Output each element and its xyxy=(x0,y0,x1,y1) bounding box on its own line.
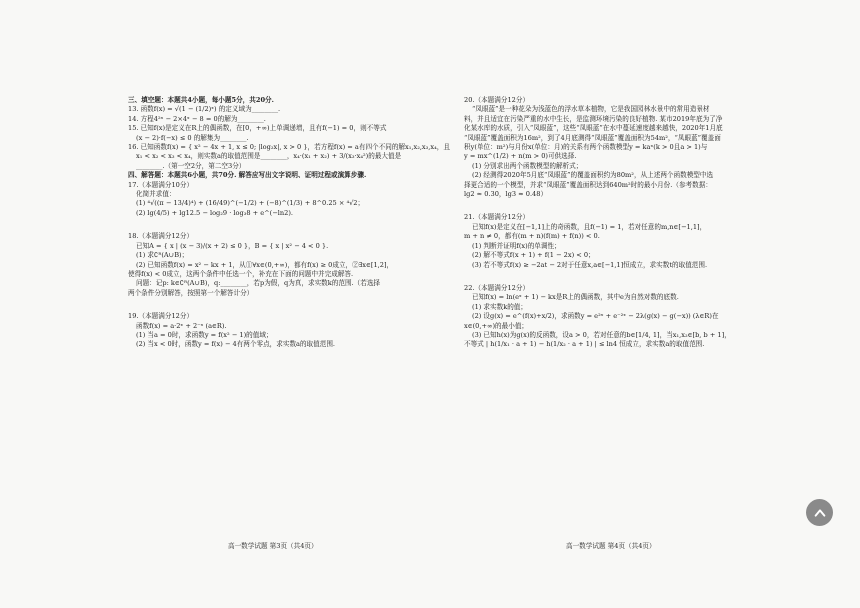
page-3-line: 16. 已知函数f(x) = { x² − 4x + 1, x ≤ 0; |log₂x|, x > 0 }，若方程f(x) = a有四个不同的解x₁,x₂,x₃,x₄，且 xyxy=(128,143,450,152)
page-3-line: (2) 当x < 0时，函数y = f(x) − 4有两个零点，求实数a的取值范围. xyxy=(136,340,336,349)
spacer xyxy=(128,298,396,312)
page-4-line: 择更合适的一个模型，并求“凤眼蓝”覆盖面积达到640m²时的最小月份.（参考数据： xyxy=(464,180,712,189)
page-3-footer: 高一数学试题 第3页（共4页） xyxy=(228,542,318,550)
page-3-line: 13. 函数f(x) = √(1 − (1/2)ˣ) 的定义域为________. xyxy=(128,105,281,114)
spacer xyxy=(464,199,776,213)
spacer xyxy=(464,270,776,284)
page-3-line: 15. 已知f(x)是定义在R上的偶函数，在[0，+∞)上单调递增，且有f(−1) = 0，则不等式 xyxy=(128,124,387,133)
page-3-line: 19.（本题满分12分） xyxy=(128,312,194,321)
page-4-line: (1) 分别求出两个函数模型的解析式； xyxy=(472,161,583,170)
page-3-line: 化简并求值： xyxy=(136,190,176,199)
page-3-line: 四、解答题：本题共6小题，共70分. 解答应写出文字说明、证明过程或演算步骤. xyxy=(128,171,367,180)
page-3-line: 两个条件分别解答，按照第一个解答计分） xyxy=(128,288,254,297)
page-4-line: m + n ≠ 0，都有(m + n)(f(m) + f(n)) < 0. xyxy=(464,232,600,241)
page-4-line: (1) 求实数k的值； xyxy=(472,302,527,311)
page-3-line: 函数f(x) = a·2ˣ + 2⁻ˣ (a∈R). xyxy=(136,321,227,330)
page-4-line: “凤眼蓝”覆盖面积为16m²，到了4月底测得“凤眼蓝”覆盖面积为54m²，“凤眼蓝”覆盖面 xyxy=(464,133,721,142)
page-3-column xyxy=(128,96,450,350)
page-4-line: (2) 经测得2020年5月底“凤眼蓝”的覆盖面积约为80m²，从上述两个函数模型中选 xyxy=(472,171,714,180)
page-4-line: 积y(单位：m²)与月份x(单位：月)的关系有两个函数模型y = kaˣ(k > 0且a > 1)与 xyxy=(464,143,708,152)
page-3-line: 三、填空题：本题共4小题，每小题5分，共20分. xyxy=(128,96,274,104)
page-4-line: (2) 设g(x) = e^(f(x)+x/2)，求函数y = e²ˣ + e⁻²ˣ − 2λ(g(x) − g(−x)) (λ∈R)在 xyxy=(472,312,719,321)
page-4-line: 不等式 | h(1/x₁ · a + 1) − h(1/x₂ · a + 1) | ≤ ln4 恒成立，求实数a的取值范围. xyxy=(464,340,705,349)
page-4-line: “凤眼蓝”是一种花朵为浅蓝色的浮水草本植物，它是我国园林水景中的常用造景材 xyxy=(472,105,710,114)
page-3-line: 17.（本题满分10分） xyxy=(128,180,194,189)
page-4-line: 化某水库的水质，引入“凤眼蓝”，这些“凤眼蓝”在水中蔓延速度越来越快，2020年1月底 xyxy=(464,124,723,133)
chevron-up-icon xyxy=(813,506,827,520)
page-4-line: 料，并且适宜在污染严重的水中生长，是监测环境污染的良好植物. 某市2019年底为了净 xyxy=(464,114,723,123)
page-3-line: 14. 方程4²ˣ − 2×4ˣ − 8 = 0的解为________. xyxy=(128,114,266,123)
page-4-line: (1) 判断并证明f(x)的单调性； xyxy=(472,241,561,250)
scroll-to-top-button[interactable] xyxy=(806,499,833,526)
page-3-line: (2) 已知函数f(x) = x² − kx + 1，从①∀x∈(0,+∞)，都有f(x) ≥ 0成立，②∃x∈[1,2]， xyxy=(136,260,394,269)
page-3-line: 已知A = { x | (x − 3)/(x + 2) ≤ 0 }，B = { x | x² − 4 < 0 }. xyxy=(136,241,329,250)
page-3-line: 问题：记p: k∈∁ᴿ(A∪B)，q:________，若p为假，q为真，求实数k的范围.（若选择 xyxy=(136,279,381,288)
page-4-line: lg2 ≈ 0.30，lg3 ≈ 0.48） xyxy=(464,190,548,199)
page-3-line: (1) 当a = 0时，求函数y = f(x² − 1)的值域； xyxy=(136,330,273,339)
page-4-line: 已知f(x)是定义在[−1,1]上的奇函数，且f(−1) = 1，若对任意的m,n∈[−1,1]， xyxy=(472,222,707,231)
page-3-line: (2) lg(4/5) + lg12.5 − log₂9 · log₃8 + e^(−ln2). xyxy=(136,208,293,217)
page-4-column xyxy=(464,96,776,350)
page-3-line: (1) 求∁ᴿ(A∪B)； xyxy=(136,251,189,260)
page-4-line: 已知f(x) = ln(eˣ + 1) − kx是R上的偶函数，其中e为自然对数的底数. xyxy=(472,293,679,302)
page-3-line: x₁ < x₂ < x₃ < x₄，则实数a的取值范围是________，x₄·(x₁ + x₂) + 3/(x₃·x₄²)的最大值是 xyxy=(136,152,402,161)
page-3-line: 使得f(x) < 0成立，这两个条件中任选一个，补充在下面的问题中并完成解答. xyxy=(128,269,354,278)
page-4-line: x∈(0,+∞)的最小值； xyxy=(464,321,529,330)
page-4-line: (3) 若不等式f(x) ≥ −2at − 2对于任意x,a∈[−1,1]恒成立，求实数t的取值范围. xyxy=(472,260,708,269)
page-4-line: (2) 解不等式f(x + 1) + f(1 − 2x) < 0； xyxy=(472,251,595,260)
page-4-line: (3) 已知h(x)为g(x)的反函数，设a > 0，若对任意的b∈[1/4, 1]，当x₁,x₂∈[b, b + 1]， xyxy=(472,330,731,339)
page-4-line: 22.（本题满分12分） xyxy=(464,283,530,292)
page-4-line: 21.（本题满分12分） xyxy=(464,213,530,222)
spacer xyxy=(128,218,396,232)
page-3-line: ________.（第一空2分，第二空3分） xyxy=(136,161,246,170)
page-3-line: 18.（本题满分12分） xyxy=(128,232,194,241)
page-3-line: (x − 2)·f(−x) ≤ 0 的解集为________. xyxy=(136,133,249,142)
page-4-line: 20.（本题满分12分） xyxy=(464,96,530,104)
page-4-footer: 高一数学试题 第4页（共4页） xyxy=(566,542,656,550)
page-4-line: y = mx^(1/2) + n(m > 0)可供选择. xyxy=(464,152,577,161)
page-3-line: (1) ⁴√((π − 13/4)⁴) + (16/49)^(−1/2) + (−8)^(1/3) + 8^0.25 × ⁴√2； xyxy=(136,199,365,208)
